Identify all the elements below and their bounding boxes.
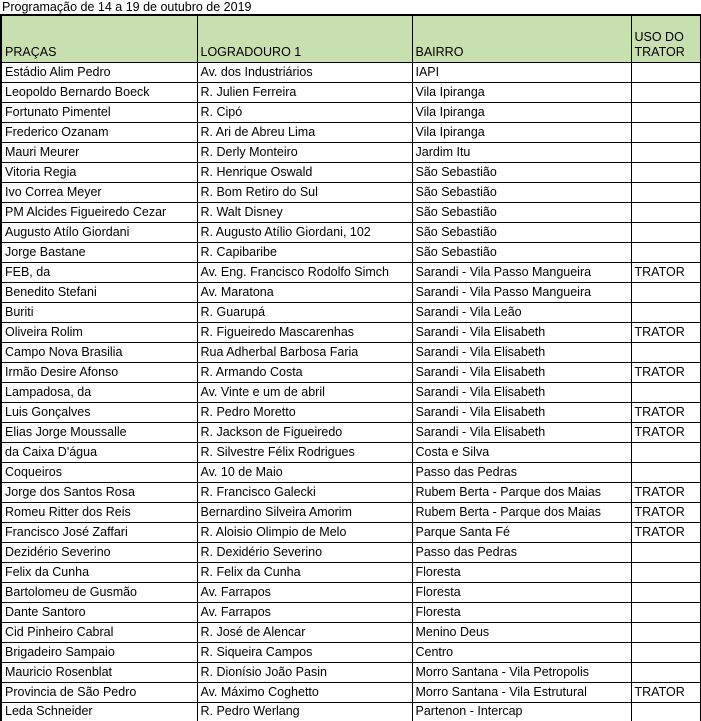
uso-do-trator-cell	[631, 562, 701, 582]
column-header-bairro: BAIRRO	[412, 15, 631, 62]
praca-cell: Luis Gonçalves	[1, 402, 197, 422]
uso-do-trator-cell	[631, 62, 701, 82]
praca-cell: Benedito Stefani	[1, 282, 197, 302]
praca-cell: PM Alcides Figueiredo Cezar	[1, 202, 197, 222]
table-row	[1, 622, 701, 642]
bairro-cell: Passo das Pedras	[412, 462, 631, 482]
table-row	[1, 282, 701, 302]
bairro-cell: São Sebastião	[412, 222, 631, 242]
bairro-cell: Morro Santana - Vila Petropolis	[412, 662, 631, 682]
uso-do-trator-cell: TRATOR	[631, 522, 701, 542]
table-row	[1, 602, 701, 622]
uso-do-trator-cell: TRATOR	[631, 402, 701, 422]
bairro-cell: São Sebastião	[412, 202, 631, 222]
uso-do-trator-cell: TRATOR	[631, 422, 701, 442]
uso-do-trator-cell	[631, 302, 701, 322]
logradouro-cell: Av. 10 de Maio	[197, 462, 412, 482]
column-header-uso-do-trator: USO DO TRATOR	[631, 15, 701, 62]
bairro-cell: Sarandi - Vila Leão	[412, 302, 631, 322]
bairro-cell: Morro Santana - Vila Estrutural	[412, 682, 631, 702]
logradouro-cell: R. Figueiredo Mascarenhas	[197, 322, 412, 342]
logradouro-cell: R. Pedro Werlang	[197, 702, 412, 721]
bairro-cell: Partenon - Intercap	[412, 702, 631, 721]
column-header-logradouro-1: LOGRADOURO 1	[197, 15, 412, 62]
uso-do-trator-cell	[631, 162, 701, 182]
uso-do-trator-cell	[631, 382, 701, 402]
bairro-cell: Sarandi - Vila Elisabeth	[412, 422, 631, 442]
praca-cell: Augusto Atílo Giordani	[1, 222, 197, 242]
praca-cell: Buriti	[1, 302, 197, 322]
table-row	[1, 482, 701, 502]
praca-cell: Lampadosa, da	[1, 382, 197, 402]
uso-do-trator-cell	[631, 82, 701, 102]
uso-do-trator-cell	[631, 182, 701, 202]
uso-do-trator-cell	[631, 282, 701, 302]
uso-do-trator-cell: TRATOR	[631, 502, 701, 522]
logradouro-cell: Av. dos Industriários	[197, 62, 412, 82]
logradouro-cell: R. Armando Costa	[197, 362, 412, 382]
bairro-cell: Costa e Silva	[412, 442, 631, 462]
schedule-table	[0, 14, 701, 721]
praca-cell: FEB, da	[1, 262, 197, 282]
praca-cell: Dezidério Severino	[1, 542, 197, 562]
logradouro-cell: R. Capibaribe	[197, 242, 412, 262]
table-row	[1, 362, 701, 382]
header-row	[1, 15, 701, 62]
bairro-cell: Floresta	[412, 562, 631, 582]
table-row	[1, 142, 701, 162]
page-title: Programação de 14 a 19 de outubro de 2019	[2, 0, 252, 14]
bairro-cell: Rubem Berta - Parque dos Maias	[412, 502, 631, 522]
table-row	[1, 302, 701, 322]
uso-do-trator-cell	[631, 242, 701, 262]
praca-cell: Oliveira Rolim	[1, 322, 197, 342]
bairro-cell: São Sebastião	[412, 162, 631, 182]
logradouro-cell: R. Derly Monteiro	[197, 142, 412, 162]
table-row	[1, 582, 701, 602]
praca-cell: Francisco José Zaffari	[1, 522, 197, 542]
praca-cell: Jorge Bastane	[1, 242, 197, 262]
praca-cell: Dante Santoro	[1, 602, 197, 622]
logradouro-cell: R. Felix da Cunha	[197, 562, 412, 582]
logradouro-cell: Av. Farrapos	[197, 582, 412, 602]
bairro-cell: IAPI	[412, 62, 631, 82]
praca-cell: Cid Pinheiro Cabral	[1, 622, 197, 642]
uso-do-trator-cell	[631, 462, 701, 482]
praca-cell: Estádio Alim Pedro	[1, 62, 197, 82]
logradouro-cell: Av. Maratona	[197, 282, 412, 302]
bairro-cell: Sarandi - Vila Passo Mangueira	[412, 262, 631, 282]
table-row	[1, 462, 701, 482]
logradouro-cell: R. Bom Retiro do Sul	[197, 182, 412, 202]
uso-do-trator-cell: TRATOR	[631, 682, 701, 702]
bairro-cell: Floresta	[412, 602, 631, 622]
logradouro-cell: R. José de Alencar	[197, 622, 412, 642]
table-row	[1, 342, 701, 362]
table-row	[1, 242, 701, 262]
table-row	[1, 182, 701, 202]
bairro-cell: Rubem Berta - Parque dos Maias	[412, 482, 631, 502]
praca-cell: Campo Nova Brasilia	[1, 342, 197, 362]
logradouro-cell: Bernardino Silveira Amorim	[197, 502, 412, 522]
praca-cell: Bartolomeu de Gusmão	[1, 582, 197, 602]
uso-do-trator-cell	[631, 442, 701, 462]
logradouro-cell: R. Dionísio João Pasin	[197, 662, 412, 682]
table-row	[1, 402, 701, 422]
uso-do-trator-cell	[631, 122, 701, 142]
column-header-pracas: PRAÇAS	[1, 15, 197, 62]
table-row	[1, 202, 701, 222]
table-row	[1, 702, 701, 721]
table-body	[1, 62, 701, 721]
praca-cell: Ivo Correa Meyer	[1, 182, 197, 202]
bairro-cell: Passo das Pedras	[412, 542, 631, 562]
uso-do-trator-cell	[631, 222, 701, 242]
uso-do-trator-cell	[631, 542, 701, 562]
praca-cell: Jorge dos Santos Rosa	[1, 482, 197, 502]
uso-do-trator-cell: TRATOR	[631, 482, 701, 502]
logradouro-cell: Av. Vinte e um de abril	[197, 382, 412, 402]
logradouro-cell: R. Walt Disney	[197, 202, 412, 222]
bairro-cell: São Sebastião	[412, 242, 631, 262]
praca-cell: Coqueiros	[1, 462, 197, 482]
uso-do-trator-cell	[631, 642, 701, 662]
table-row	[1, 322, 701, 342]
logradouro-cell: R. Silvestre Félix Rodrigues	[197, 442, 412, 462]
uso-do-trator-cell	[631, 142, 701, 162]
bairro-cell: Parque Santa Fé	[412, 522, 631, 542]
logradouro-cell: R. Augusto Atílio Giordani, 102	[197, 222, 412, 242]
bairro-cell: Vila Ipiranga	[412, 82, 631, 102]
table-row	[1, 682, 701, 702]
praca-cell: Irmão Desire Afonso	[1, 362, 197, 382]
logradouro-cell: R. Dexidério Severino	[197, 542, 412, 562]
logradouro-cell: R. Julien Ferreira	[197, 82, 412, 102]
table-row	[1, 562, 701, 582]
logradouro-cell: Av. Máximo Coghetto	[197, 682, 412, 702]
praca-cell: Mauricio Rosenblat	[1, 662, 197, 682]
bairro-cell: Vila Ipiranga	[412, 122, 631, 142]
bairro-cell: Vila Ipiranga	[412, 102, 631, 122]
table-row	[1, 422, 701, 442]
logradouro-cell: Rua Adherbal Barbosa Faria	[197, 342, 412, 362]
praca-cell: Mauri Meurer	[1, 142, 197, 162]
table-row	[1, 222, 701, 242]
table-row	[1, 502, 701, 522]
praca-cell: Frederico Ozanam	[1, 122, 197, 142]
uso-do-trator-cell	[631, 602, 701, 622]
logradouro-cell: R. Aloisio Olimpio de Melo	[197, 522, 412, 542]
uso-do-trator-cell	[631, 202, 701, 222]
uso-do-trator-cell	[631, 702, 701, 721]
bairro-cell: Sarandi - Vila Elisabeth	[412, 382, 631, 402]
table-row	[1, 62, 701, 82]
bairro-cell: Jardim Itu	[412, 142, 631, 162]
praca-cell: Leopoldo Bernardo Boeck	[1, 82, 197, 102]
bairro-cell: Floresta	[412, 582, 631, 602]
praca-cell: Felix da Cunha	[1, 562, 197, 582]
bairro-cell: São Sebastião	[412, 182, 631, 202]
praca-cell: Brigadeiro Sampaio	[1, 642, 197, 662]
table-row	[1, 522, 701, 542]
bairro-cell: Sarandi - Vila Elisabeth	[412, 402, 631, 422]
uso-do-trator-cell	[631, 622, 701, 642]
bairro-cell: Menino Deus	[412, 622, 631, 642]
logradouro-cell: R. Siqueira Campos	[197, 642, 412, 662]
praca-cell: Vitoria Regia	[1, 162, 197, 182]
logradouro-cell: R. Ari de Abreu Lima	[197, 122, 412, 142]
logradouro-cell: R. Henrique Oswald	[197, 162, 412, 182]
uso-do-trator-cell: TRATOR	[631, 362, 701, 382]
logradouro-cell: R. Pedro Moretto	[197, 402, 412, 422]
praca-cell: Provincia de São Pedro	[1, 682, 197, 702]
logradouro-cell: Av. Eng. Francisco Rodolfo Simch	[197, 262, 412, 282]
praca-cell: Elias Jorge Moussalle	[1, 422, 197, 442]
praca-cell: Romeu Ritter dos Reis	[1, 502, 197, 522]
table-row	[1, 542, 701, 562]
table-row	[1, 442, 701, 462]
praca-cell: da Caixa D'água	[1, 442, 197, 462]
logradouro-cell: R. Jackson de Figueiredo	[197, 422, 412, 442]
table-row	[1, 662, 701, 682]
uso-do-trator-cell: TRATOR	[631, 262, 701, 282]
uso-do-trator-cell	[631, 582, 701, 602]
bairro-cell: Sarandi - Vila Elisabeth	[412, 322, 631, 342]
logradouro-cell: R. Francisco Galecki	[197, 482, 412, 502]
logradouro-cell: R. Guarupá	[197, 302, 412, 322]
bairro-cell: Sarandi - Vila Passo Mangueira	[412, 282, 631, 302]
bairro-cell: Centro	[412, 642, 631, 662]
logradouro-cell: Av. Farrapos	[197, 602, 412, 622]
bairro-cell: Sarandi - Vila Elisabeth	[412, 342, 631, 362]
table-row	[1, 382, 701, 402]
uso-do-trator-cell	[631, 342, 701, 362]
table-row	[1, 122, 701, 142]
uso-do-trator-cell	[631, 662, 701, 682]
table-row	[1, 162, 701, 182]
table-row	[1, 262, 701, 282]
uso-do-trator-cell	[631, 102, 701, 122]
table-row	[1, 642, 701, 662]
table-header	[1, 15, 701, 62]
table-row	[1, 82, 701, 102]
praca-cell: Leda Schneider	[1, 702, 197, 721]
bairro-cell: Sarandi - Vila Elisabeth	[412, 362, 631, 382]
praca-cell: Fortunato Pimentel	[1, 102, 197, 122]
table-row	[1, 102, 701, 122]
logradouro-cell: R. Cipó	[197, 102, 412, 122]
uso-do-trator-cell: TRATOR	[631, 322, 701, 342]
